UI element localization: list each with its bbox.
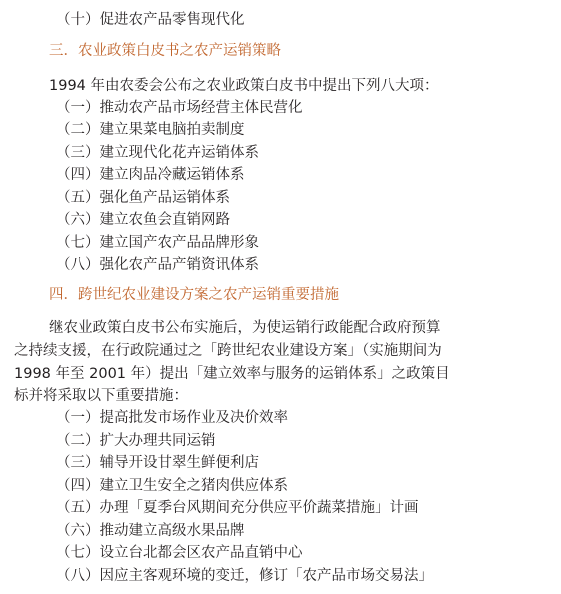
section-heading-3: 三．农业政策白皮书之农产运销策略 [49, 43, 281, 59]
list-item: （六）建立农鱼会直销网路 [56, 212, 230, 228]
list-item: （四）建立卫生安全之猪肉供应体系 [56, 478, 288, 494]
list-item: （七）设立台北都会区农产品直销中心 [56, 545, 303, 561]
list-item: （三）辅导开设甘翠生鲜便利店 [56, 455, 259, 471]
list-item: （一）提高批发市场作业及决价效率 [56, 410, 288, 426]
list-item: （一）推动农产品市场经营主体民营化 [56, 100, 303, 116]
list-item: （七）建立国产农产品品牌形象 [56, 235, 259, 251]
list-item: （五）办理「夏季台风期间充分供应平价蔬菜措施」计画 [56, 500, 419, 516]
list-item: （二）建立果菜电脑拍卖制度 [56, 122, 245, 138]
paragraph-line: 标并将采取以下重要措施： [14, 388, 188, 404]
section-heading-4: 四．跨世纪农业建设方案之农产运销重要措施 [49, 287, 339, 303]
paragraph-line: 继农业政策白皮书公布实施后，为使运销行政能配合政府预算 [49, 320, 441, 336]
list-item: （四）建立肉品冷藏运销体系 [56, 167, 245, 183]
list-item: （八）因应主客观环境的变迁，修订「农产品市场交易法」 [56, 568, 433, 584]
section3-intro: 1994 年由农委会公布之农业政策白皮书中提出下列八大项： [49, 78, 439, 94]
list-item: （六）推动建立高级水果品牌 [56, 523, 245, 539]
list-item: （五）强化鱼产品运销体系 [56, 190, 230, 206]
list-item-top: （十）促进农产品零售现代化 [56, 12, 245, 28]
paragraph-line: 1998 年至 2001 年）提出「建立效率与服务的运销体系」之政策目 [14, 366, 450, 382]
paragraph-line: 之持续支援，在行政院通过之「跨世纪农业建设方案」（实施期间为 [14, 343, 442, 359]
list-item: （八）强化农产品产销资讯体系 [56, 257, 259, 273]
list-item: （三）建立现代化花卉运销体系 [56, 145, 259, 161]
list-item: （二）扩大办理共同运销 [56, 433, 216, 449]
